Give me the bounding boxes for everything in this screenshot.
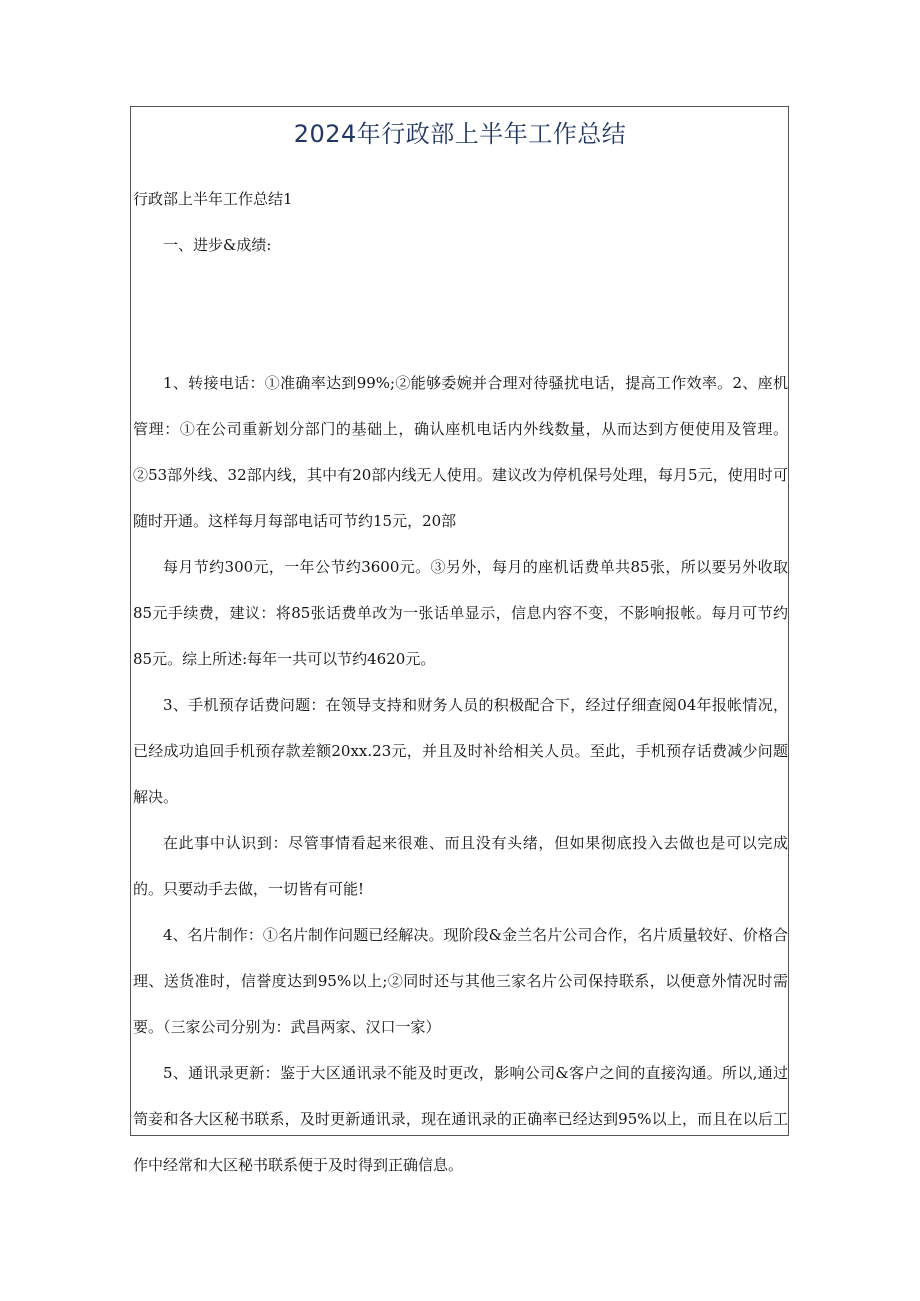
document-title: 2024年行政部上半年工作总结: [293, 120, 627, 148]
sub-heading: 一、进步&成绩:: [163, 236, 272, 254]
paragraph-lesson: 在此事中认识到：尽管事情看起来很难、而且没有头绪，但如果彻底投入去做也是可以完成的。只要动手去做，一切皆有可能!: [133, 834, 788, 898]
document-body: [133, 176, 788, 1188]
paragraph-phone-management: 1、转接电话：①准确率达到99%;②能够委婉并合理对待骚扰电话，提高工作效率。2、座机管理：①在公司重新划分部门的基础上，确认座机电话内外线数量，从而达到方便使用及管理。②53部外线、32部内线，其中有20部内线无人使用。建议改为停机保号处理，每月5元，使用时可随时开通。这样每月每部电话可节约15元，20部: [133, 374, 788, 530]
paragraph-contacts-update: 5、通讯录更新：鉴于大区通讯录不能及时更改，影响公司&客户之间的直接沟通。所以,通过笥妾和各大区秘书联系，及时更新通讯录，现在通讯录的正确率已经达到95%以上，而且在以后工作中经常和大区秘书联系便于及时得到正确信息。: [133, 1064, 788, 1174]
paragraph-savings: 每月节约300元，一年公节约3600元。③另外，每月的座机话费单共85张，所以要另外收取85元手续费，建议：将85张话费单改为一张话单显示，信息内容不变，不影响报帐。每月可节约85元。综上所述:每年一共可以节约4620元。: [133, 558, 788, 668]
paragraph-business-cards: 4、名片制作：①名片制作问题已经解决。现阶段&金兰名片公司合作，名片质量较好、价格合理、送货准时，信誉度达到95%以上;②同时还与其他三家名片公司保持联系，以便意外情况时需要。（三家公司分别为：武昌两家、汉口一家）: [133, 926, 788, 1036]
paragraph-mobile-prepaid: 3、手机预存话费问题：在领导支持和财务人员的积极配合下，经过仔细查阅04年报帐情况，已经成功追回手机预存款差额20xx.23元，并且及时补给相关人员。至此，手机预存话费减少问题解决。: [133, 696, 788, 806]
section-heading: 行政部上半年工作总结1: [133, 190, 293, 208]
